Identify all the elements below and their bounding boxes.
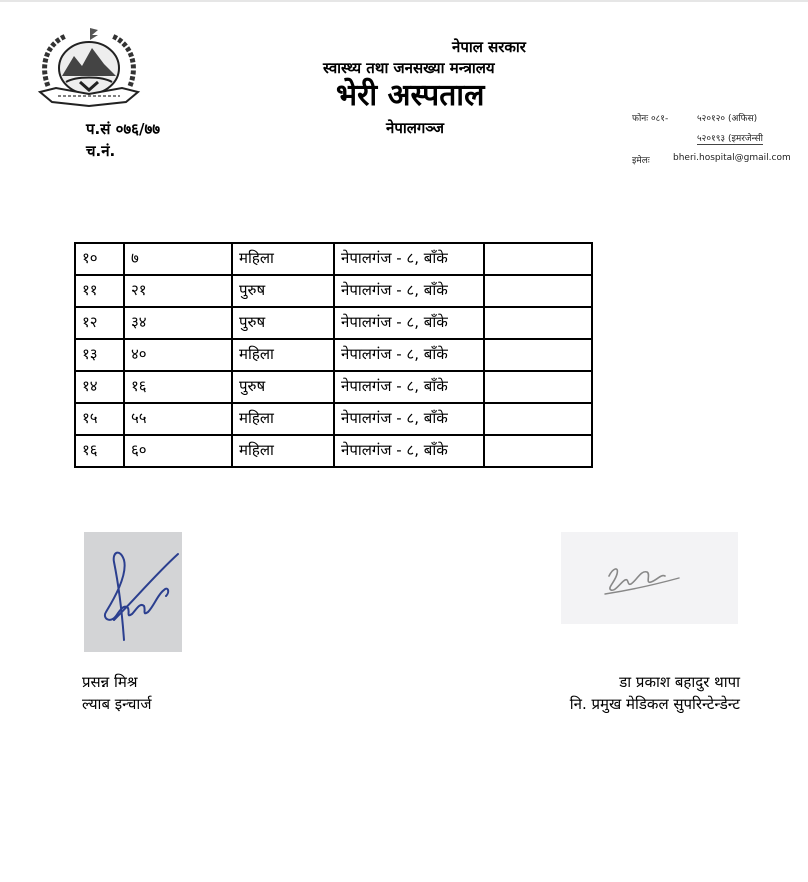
email-label: इमेलः	[632, 156, 650, 166]
right-signer-name: डा प्रकाश बहादुर थापा	[619, 673, 740, 691]
table-row	[75, 339, 592, 371]
serial-cell: १६	[75, 435, 124, 467]
table-row	[75, 275, 592, 307]
top-rule	[0, 0, 808, 2]
table-row	[75, 371, 592, 403]
right-signer-title: नि. प्रमुख मेडिकल सुपरिन्टेन्डेन्ट	[569, 695, 740, 713]
table-row	[75, 435, 592, 467]
age-cell: ४०	[124, 339, 232, 371]
remarks-cell	[484, 435, 592, 467]
address-cell: नेपालगंज - ८, बाँके	[334, 371, 484, 403]
address-cell: नेपालगंज - ८, बाँके	[334, 435, 484, 467]
serial-cell: १०	[75, 243, 124, 275]
remarks-cell	[484, 403, 592, 435]
serial-cell: १२	[75, 307, 124, 339]
age-cell: ५५	[124, 403, 232, 435]
government-name: नेपाल सरकार	[452, 38, 526, 56]
gender-cell: महिला	[232, 243, 334, 275]
hospital-name: भेरी अस्पताल	[336, 78, 485, 113]
remarks-cell	[484, 275, 592, 307]
table-row	[75, 307, 592, 339]
dispatch-number: च.नं.	[86, 142, 116, 160]
nepal-emblem-icon	[36, 26, 142, 108]
records-table	[74, 242, 593, 468]
address-cell: नेपालगंज - ८, बाँके	[334, 243, 484, 275]
age-cell: ३४	[124, 307, 232, 339]
signature-scribble-icon	[84, 532, 182, 652]
signature-scribble-icon	[561, 532, 738, 624]
remarks-cell	[484, 243, 592, 275]
remarks-cell	[484, 339, 592, 371]
address-cell: नेपालगंज - ८, बाँके	[334, 403, 484, 435]
gender-cell: महिला	[232, 435, 334, 467]
phone-label: फोनः ०८१-	[632, 114, 669, 124]
serial-cell: १३	[75, 339, 124, 371]
remarks-cell	[484, 371, 592, 403]
remarks-cell	[484, 307, 592, 339]
serial-cell: ११	[75, 275, 124, 307]
email-address: bheri.hospital@gmail.com	[673, 153, 791, 163]
ministry-name: स्वास्थ्य तथा जनसख्या मन्त्रालय	[323, 59, 495, 77]
age-cell: ६०	[124, 435, 232, 467]
gender-cell: महिला	[232, 403, 334, 435]
gender-cell: महिला	[232, 339, 334, 371]
gender-cell: पुरुष	[232, 371, 334, 403]
phone-office: ५२०१२० (अफिस)	[697, 114, 758, 124]
address-cell: नेपालगंज - ८, बाँके	[334, 339, 484, 371]
left-signer-name: प्रसन्न मिश्र	[82, 673, 138, 691]
gender-cell: पुरुष	[232, 307, 334, 339]
serial-cell: १५	[75, 403, 124, 435]
phone-emergency: ५२०१९३ (इमरजेन्सी	[697, 131, 763, 145]
left-signer-title: ल्याब इन्चार्ज	[82, 695, 152, 713]
table-row	[75, 243, 592, 275]
age-cell: १६	[124, 371, 232, 403]
age-cell: २१	[124, 275, 232, 307]
address-cell: नेपालगंज - ८, बाँके	[334, 275, 484, 307]
serial-cell: १४	[75, 371, 124, 403]
hospital-city: नेपालगञ्ज	[386, 119, 444, 137]
right-signature-image	[561, 532, 738, 624]
age-cell: ७	[124, 243, 232, 275]
reference-number: प.सं ०७६/७७	[86, 120, 161, 138]
left-signature-image	[84, 532, 182, 652]
address-cell: नेपालगंज - ८, बाँके	[334, 307, 484, 339]
gender-cell: पुरुष	[232, 275, 334, 307]
table-row	[75, 403, 592, 435]
